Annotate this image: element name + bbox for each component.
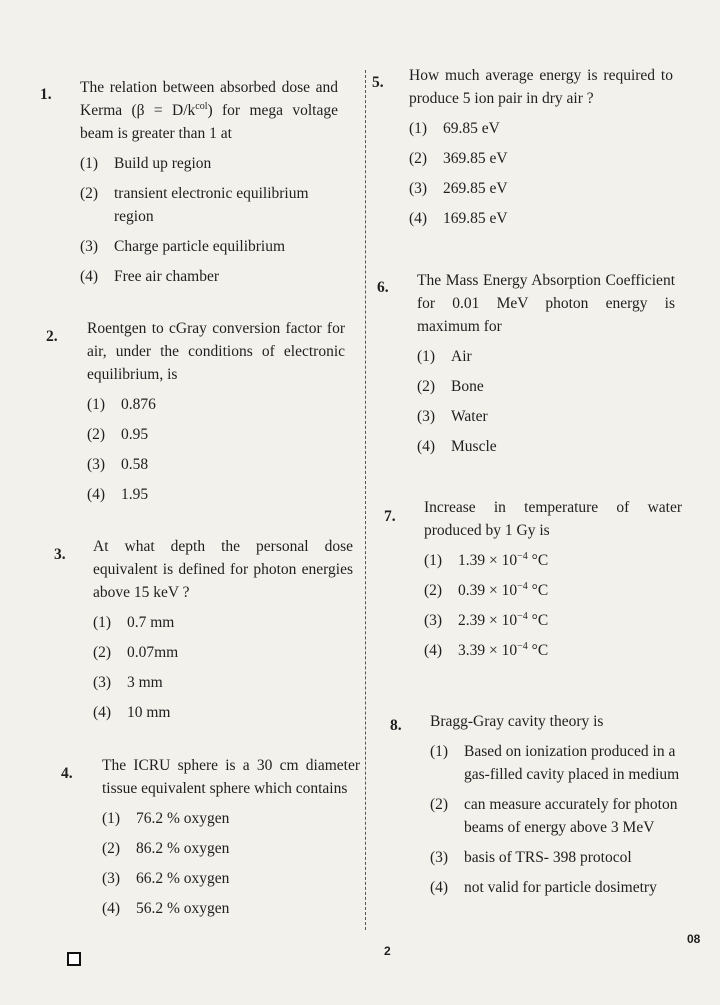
- option-text: 3 mm: [127, 674, 163, 691]
- question-3-option-3: [93, 671, 353, 694]
- question-1-option-4: [80, 265, 338, 288]
- option-text: transient electronic equilibrium region: [114, 185, 309, 225]
- option-number: (2): [417, 378, 436, 395]
- option-text: 66.2 % oxygen: [136, 870, 230, 887]
- question-5-option-1: [409, 117, 673, 140]
- option-text: Muscle: [451, 438, 497, 455]
- question-2-option-3: [87, 453, 345, 476]
- option-number: (3): [430, 849, 449, 866]
- question-1-option-2: [80, 182, 338, 228]
- question-1: [80, 76, 338, 288]
- question-2-stem: Roentgen to cGray conversion factor for air, under the conditions of electronic equilibrium, is: [87, 320, 345, 383]
- question-2-option-2: [87, 423, 345, 446]
- question-8-option-2: [430, 793, 692, 839]
- question-5-stem: How much average energy is required to produce 5 ion pair in dry air ?: [409, 67, 673, 107]
- option-number: (4): [80, 268, 99, 285]
- option-text: can measure accurately for photon beams of energy above 3 MeV: [464, 796, 678, 836]
- option-number: (3): [93, 674, 112, 691]
- question-7: [424, 496, 682, 662]
- question-8-option-3: [430, 846, 692, 869]
- option-text: $0.39 \times 10^{-4}$ °C: [458, 580, 549, 599]
- question-6-options: [417, 345, 675, 458]
- option-number: (4): [409, 210, 428, 227]
- question-4-option-4: [102, 897, 360, 920]
- option-number: (3): [87, 456, 106, 473]
- question-7-number: 7.: [384, 508, 396, 525]
- question-6-option-2: [417, 375, 675, 398]
- option-number: (3): [417, 408, 436, 425]
- question-6-option-1: [417, 345, 675, 368]
- question-3: [93, 535, 353, 724]
- question-8-options: [430, 740, 692, 899]
- question-4-stem: The ICRU sphere is a 30 cm diameter tissue equivalent sphere which contains: [102, 757, 360, 797]
- option-number: (2): [93, 644, 112, 661]
- question-4-number: 4.: [61, 765, 73, 782]
- option-number: (3): [102, 870, 121, 887]
- question-7-stem: Increase in temperature of water produced by 1 Gy is: [424, 499, 682, 539]
- option-text: Build up region: [114, 155, 212, 172]
- option-text: Water: [451, 408, 488, 425]
- question-1-option-3: [80, 235, 338, 258]
- question-5: [409, 64, 673, 230]
- question-7-options: [424, 549, 682, 662]
- option-number: (1): [417, 348, 436, 365]
- option-number: (1): [93, 614, 112, 631]
- option-text: 0.95: [121, 426, 149, 443]
- option-text: 0.07mm: [127, 644, 179, 661]
- option-text: $2.39 \times 10^{-4}$ °C: [458, 610, 549, 629]
- option-text: 0.7 mm: [127, 614, 175, 631]
- question-1-stem: The relation between absorbed dose and Kerma $(\beta = D/k^{col})$ for mega voltage beam is greater than 1 at: [80, 79, 338, 142]
- question-6-number: 6.: [377, 279, 389, 296]
- option-text: Free air chamber: [114, 268, 219, 285]
- option-text: 0.58: [121, 456, 149, 473]
- question-4-options: [102, 807, 360, 920]
- option-text: 369.85 eV: [443, 150, 508, 167]
- question-6-stem: The Mass Energy Absorption Coefficient for 0.01 MeV photon energy is maximum for: [417, 272, 675, 335]
- question-8: [430, 710, 692, 899]
- option-number: (4): [424, 642, 443, 659]
- option-text: 0.876: [121, 396, 156, 413]
- question-2-options: [87, 393, 345, 506]
- option-text: 86.2 % oxygen: [136, 840, 230, 857]
- question-8-stem: Bragg-Gray cavity theory is: [430, 713, 604, 730]
- option-text: Based on ionization produced in a gas-filled cavity placed in medium: [464, 743, 680, 783]
- option-number: (2): [409, 150, 428, 167]
- question-3-option-1: [93, 611, 353, 634]
- question-6-option-4: [417, 435, 675, 458]
- question-2-option-4: [87, 483, 345, 506]
- question-6-option-3: [417, 405, 675, 428]
- question-3-stem: At what depth the personal dose equivalent is defined for photon energies above 15 keV ?: [93, 538, 353, 601]
- question-7-option-2: [424, 579, 682, 602]
- option-text: Bone: [451, 378, 484, 395]
- option-text: Charge particle equilibrium: [114, 238, 286, 255]
- question-3-option-2: [93, 641, 353, 664]
- option-text: 169.85 eV: [443, 210, 508, 227]
- option-number: (2): [80, 185, 99, 202]
- booklet-code: 08: [687, 932, 701, 946]
- question-3-option-4: [93, 701, 353, 724]
- question-1-options: [80, 152, 338, 288]
- option-number: (4): [93, 704, 112, 721]
- option-number: (3): [424, 612, 443, 629]
- question-2-option-1: [87, 393, 345, 416]
- option-text: 76.2 % oxygen: [136, 810, 230, 827]
- question-5-option-3: [409, 177, 673, 200]
- option-number: (1): [102, 810, 121, 827]
- question-5-options: [409, 117, 673, 230]
- option-text: 1.95: [121, 486, 149, 503]
- option-text: 10 mm: [127, 704, 171, 721]
- question-4-option-1: [102, 807, 360, 830]
- option-number: (1): [80, 155, 99, 172]
- question-1-option-1: [80, 152, 338, 175]
- question-7-option-3: [424, 609, 682, 632]
- question-6: [417, 269, 675, 458]
- option-number: (3): [80, 238, 99, 255]
- registration-mark: [67, 952, 81, 966]
- question-8-option-4: [430, 876, 692, 899]
- option-text: 269.85 eV: [443, 180, 508, 197]
- option-text: $3.39 \times 10^{-4}$ °C: [458, 640, 549, 659]
- page-number: 2: [384, 944, 391, 958]
- option-number: (4): [87, 486, 106, 503]
- option-text: $1.39 \times 10^{-4}$ °C: [458, 550, 549, 569]
- question-4: [102, 754, 360, 920]
- question-3-number: 3.: [54, 546, 66, 563]
- option-number: (4): [102, 900, 121, 917]
- option-text: 56.2 % oxygen: [136, 900, 230, 917]
- option-number: (1): [87, 396, 106, 413]
- question-8-option-1: [430, 740, 692, 786]
- option-number: (2): [87, 426, 106, 443]
- question-5-option-4: [409, 207, 673, 230]
- option-number: (2): [430, 796, 449, 813]
- option-number: (1): [424, 552, 443, 569]
- option-number: (2): [102, 840, 121, 857]
- question-7-option-1: [424, 549, 682, 572]
- option-number: (4): [417, 438, 436, 455]
- option-number: (1): [409, 120, 428, 137]
- question-5-number: 5.: [372, 74, 384, 91]
- question-2: [87, 317, 345, 506]
- question-1-number: 1.: [40, 86, 52, 103]
- option-text: 69.85 eV: [443, 120, 500, 137]
- question-5-option-2: [409, 147, 673, 170]
- option-number: (1): [430, 743, 449, 760]
- option-number: (3): [409, 180, 428, 197]
- question-3-options: [93, 611, 353, 724]
- option-text: not valid for particle dosimetry: [464, 879, 657, 896]
- option-number: (2): [424, 582, 443, 599]
- option-text: basis of TRS- 398 protocol: [464, 849, 632, 866]
- option-number: (4): [430, 879, 449, 896]
- question-7-option-4: [424, 639, 682, 662]
- question-8-number: 8.: [390, 717, 402, 734]
- question-4-option-2: [102, 837, 360, 860]
- option-text: Air: [451, 348, 472, 365]
- question-2-number: 2.: [46, 328, 58, 345]
- question-4-option-3: [102, 867, 360, 890]
- column-divider: [365, 70, 366, 930]
